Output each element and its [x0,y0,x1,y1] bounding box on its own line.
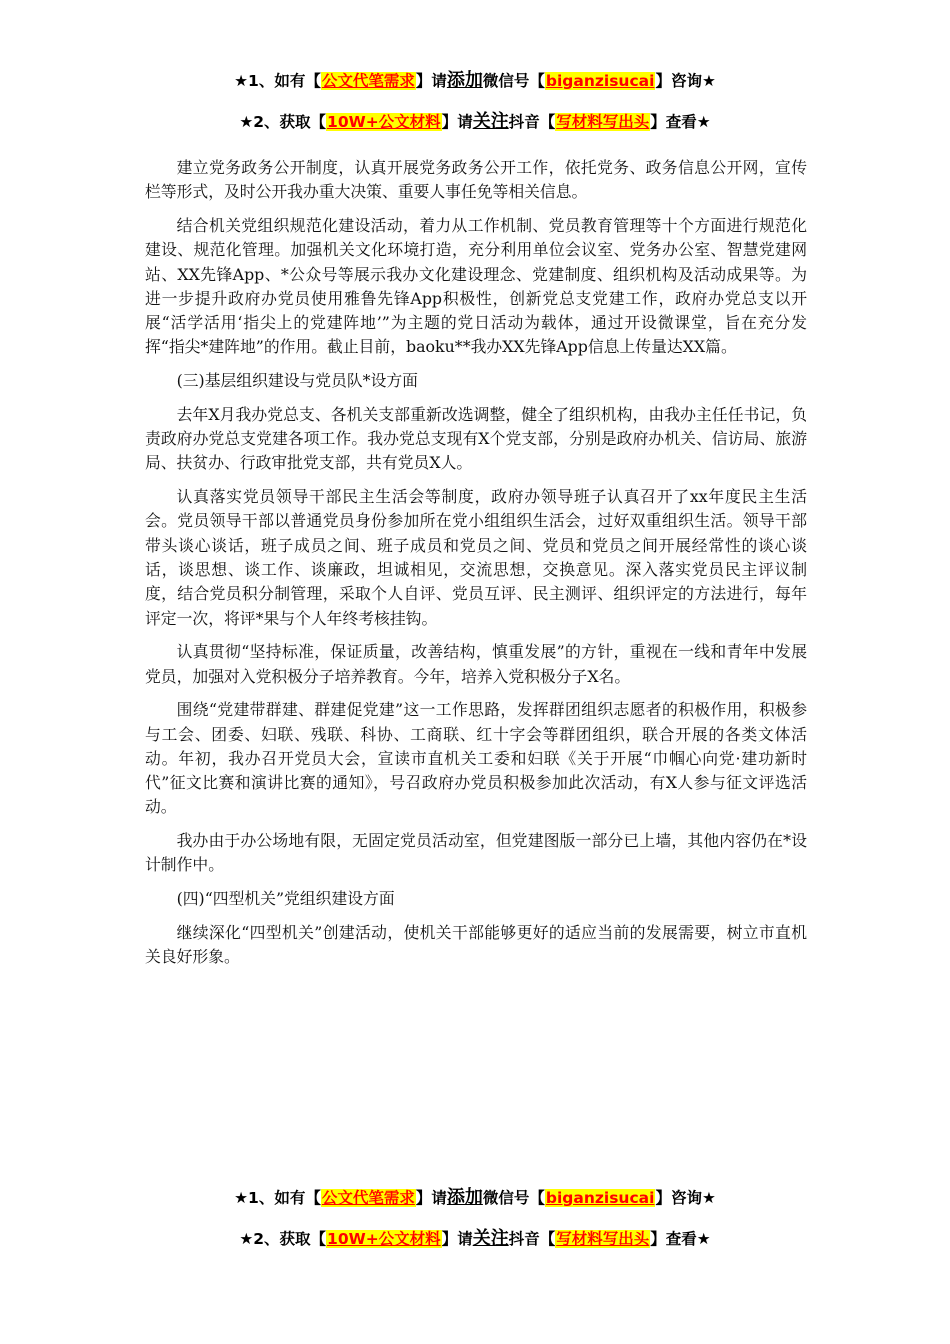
banner-emphasis: 添加 [446,1187,483,1208]
section-heading: (三)基层组织建设与党员队*设方面 [176,371,418,391]
paragraph: 认真贯彻“坚持标准，保证质量，改善结构，慎重发展”的方针，重视在一线和青年中发展党员，加强对入党积极分子培养教育。今年，培养入党积极分子X名。 [145,642,807,686]
banner-text: 】查看★ [650,113,711,131]
banner-emphasis: 关注 [472,1228,509,1249]
banner-text: 】请 [415,72,447,90]
promo-banner-top-1 [0,70,950,92]
banner-text: 】请 [415,1189,447,1207]
banner-highlight: 10W+公文材料 [327,1230,441,1248]
banner-douyin-id: 写材料写出头 [556,113,650,131]
banner-wechat-id: biganzisucai [545,1189,655,1207]
banner-text: 】请 [441,113,473,131]
promo-banner-bottom-1 [0,1187,950,1209]
banner-text: ★2、获取【 [239,113,327,131]
banner-highlight: 公文代笔需求 [321,1189,415,1207]
banner-text: 抖音【 [508,113,556,131]
section-heading: (四)“四型机关”党组织建设方面 [176,889,395,909]
document-body [145,156,807,979]
banner-highlight: 10W+公文材料 [327,113,441,131]
paragraph: 我办由于办公场地有限，无固定党员活动室，但党建图版一部分已上墙，其他内容仍在*设计制作中。 [145,831,807,875]
banner-emphasis: 添加 [446,70,483,91]
banner-text: 】查看★ [650,1230,711,1248]
promo-banner-top-2 [0,111,950,133]
banner-text: ★2、获取【 [239,1230,327,1248]
paragraph: 去年X月我办党总支、各机关支部重新改选调整，健全了组织机构，由我办主任任书记，负责政府办党总支党建各项工作。我办党总支现有X个党支部，分别是政府办机关、信访局、旅游局、扶贫办、行政审批党支部，共有党员X人。 [145,404,807,473]
promo-banner-bottom-2 [0,1228,950,1250]
paragraph: 结合机关党组织规范化建设活动，着力从工作机制、党员教育管理等十个方面进行规范化建设、规范化管理。加强机关文化环境打造，充分利用单位会议室、党务办公室、智慧党建网站、XX先锋App、*公众号等展示我办文化建设理念、党建制度、组织机构及活动成果等。为进一步提升政府办党员使用雅鲁先锋App积极性，创新党总支党建工作，政府办党总支以开展“活学活用‘指尖上的党建阵地’”为主题的党日活动为载体，通过开设微课堂，旨在充分发挥“指尖*建阵地”的作用。截止目前，baoku**我办XX先锋App信息上传量达XX篇。 [145,215,807,357]
banner-text: 微信号【 [482,72,545,90]
banner-douyin-id: 写材料写出头 [556,1230,650,1248]
paragraph: 建立党务政务公开制度，认真开展党务政务公开工作，依托党务、政务信息公开网，宣传栏等形式，及时公开我办重大决策、重要人事任免等相关信息。 [145,158,807,202]
banner-wechat-id: biganzisucai [545,72,655,90]
paragraph: 认真落实党员领导干部民主生活会等制度，政府办领导班子认真召开了xx年度民主生活会。党员领导干部以普通党员身份参加所在党小组组织生活会，过好双重组织生活。领导干部带头谈心谈话，班子成员之间、班子成员和党员之间、党员和党员之间开展经常性的谈心谈话，谈思想、谈工作、谈廉政，坦诚相见，交流思想，交换意见。深入落实党员民主评议制度，结合党员积分制管理，采取个人自评、党员互评、民主测评、组织评定的方法进行，每年评定一次，将评*果与个人年终考核挂钩。 [145,487,807,628]
banner-text: ★1、如有【 [234,72,321,90]
banner-text: 抖音【 [508,1230,556,1248]
banner-text: 】请 [441,1230,473,1248]
banner-text: 】咨询★ [655,1189,716,1207]
banner-text: 微信号【 [482,1189,545,1207]
banner-text: 】咨询★ [655,72,716,90]
paragraph: 围绕“党建带群建、群建促党建”这一工作思路，发挥群团组织志愿者的积极作用，积极参与工会、团委、妇联、残联、科协、工商联、红十字会等群团组织，联合开展的各类文体活动。年初，我办召开党员大会，宣读市直机关工委和妇联《关于开展“巾帼心向党·建功新时代”征文比赛和演讲比赛的通知》，号召政府办党员积极参加此次活动，有X人参与征文评选活动。 [145,700,807,817]
banner-highlight: 公文代笔需求 [321,72,415,90]
banner-emphasis: 关注 [472,111,509,132]
banner-text: ★1、如有【 [234,1189,321,1207]
paragraph: 继续深化“四型机关”创建活动，使机关干部能够更好的适应当前的发展需要，树立市直机关良好形象。 [145,922,807,967]
